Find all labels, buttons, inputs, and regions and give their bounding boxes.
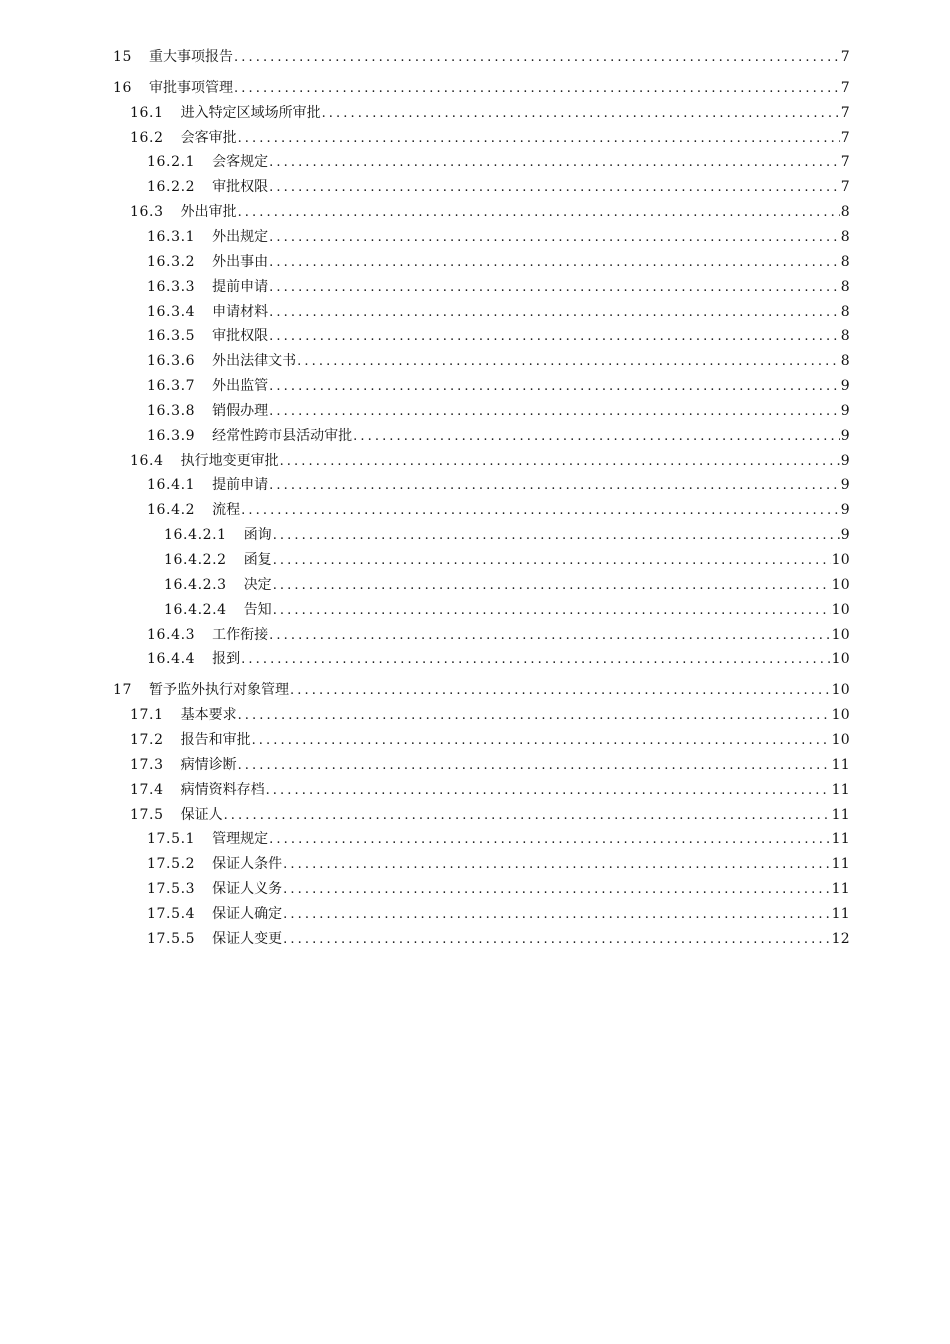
toc-entry-page: 11	[831, 757, 850, 773]
toc-entry-number: 16.4.2	[147, 502, 196, 518]
toc-entry[interactable]	[164, 550, 850, 574]
toc-entry-page: 9	[840, 453, 850, 469]
toc-dot-leader	[241, 650, 830, 670]
toc-entry-title: 基本要求	[180, 707, 237, 723]
toc-entry[interactable]	[130, 730, 850, 754]
toc-entry-page: 7	[840, 80, 850, 96]
toc-dot-leader	[353, 427, 840, 447]
toc-dot-leader	[269, 278, 840, 298]
toc-entry-number: 16.3.7	[147, 378, 196, 394]
toc-entry[interactable]	[147, 401, 850, 425]
toc-entry-page: 10	[831, 602, 850, 618]
toc-entry-title: 外出法律文书	[212, 353, 297, 369]
toc-entry-number: 16.4.2.1	[164, 527, 227, 543]
toc-entry[interactable]	[147, 376, 850, 400]
toc-entry-page: 10	[831, 552, 850, 568]
toc-entry-number: 16.4.2.2	[164, 552, 227, 568]
toc-dot-leader	[238, 756, 831, 776]
toc-entry-page: 12	[831, 931, 850, 947]
toc-dot-leader	[269, 327, 840, 347]
toc-entry-title: 提前申请	[212, 477, 269, 493]
toc-entry-number: 16.4.2.4	[164, 602, 227, 618]
toc-dot-leader	[283, 880, 830, 900]
toc-dot-leader	[269, 830, 830, 850]
toc-entry[interactable]	[147, 351, 850, 375]
toc-entry-number: 16.4.4	[147, 651, 196, 667]
toc-dot-leader	[280, 452, 840, 472]
toc-entry-number: 16	[113, 80, 133, 96]
toc-dot-leader	[273, 601, 831, 621]
toc-entry-title: 保证人义务	[212, 881, 283, 897]
toc-entry-page: 7	[840, 179, 850, 195]
toc-entry[interactable]	[147, 649, 850, 673]
toc-entry[interactable]	[147, 227, 850, 251]
toc-entry[interactable]	[113, 680, 850, 704]
toc-dot-leader	[269, 476, 840, 496]
toc-entry[interactable]	[147, 904, 850, 928]
toc-entry-number: 16.3.8	[147, 403, 196, 419]
toc-entry[interactable]	[130, 780, 850, 804]
toc-dot-leader	[273, 576, 831, 596]
toc-entry[interactable]	[147, 252, 850, 276]
toc-entry-number: 16.4.2.3	[164, 577, 227, 593]
toc-dot-leader	[234, 79, 840, 99]
toc-dot-leader	[283, 905, 830, 925]
toc-entry-title: 保证人	[180, 807, 223, 823]
toc-entry-title: 经常性跨市县活动审批	[212, 428, 353, 444]
toc-entry-number: 17.3	[130, 757, 164, 773]
toc-entry[interactable]	[164, 525, 850, 549]
toc-entry[interactable]	[147, 829, 850, 853]
toc-entry-title: 申请材料	[212, 304, 269, 320]
toc-entry-page: 8	[840, 204, 850, 220]
toc-entry-number: 17.2	[130, 732, 164, 748]
toc-entry-title: 执行地变更审批	[180, 453, 279, 469]
toc-dot-leader	[269, 377, 840, 397]
toc-entry-page: 9	[840, 428, 850, 444]
toc-dot-leader	[238, 203, 840, 223]
toc-entry[interactable]	[130, 705, 850, 729]
toc-entry-number: 17.5.4	[147, 906, 196, 922]
toc-entry-title: 函复	[243, 552, 272, 568]
toc-dot-leader	[269, 253, 840, 273]
toc-entry-page: 7	[840, 105, 850, 121]
toc-entry-title: 外出审批	[180, 204, 237, 220]
toc-entry-page: 10	[831, 682, 850, 698]
toc-entry[interactable]	[130, 128, 850, 152]
toc-entry-title: 保证人条件	[212, 856, 283, 872]
toc-dot-leader	[273, 551, 831, 571]
toc-entry-page: 8	[840, 279, 850, 295]
toc-dot-leader	[269, 303, 840, 323]
toc-dot-leader	[283, 930, 830, 950]
toc-dot-leader	[238, 706, 831, 726]
toc-entry[interactable]	[113, 78, 850, 102]
toc-entry[interactable]	[147, 625, 850, 649]
toc-entry-number: 16.3.5	[147, 328, 196, 344]
toc-dot-leader	[290, 681, 831, 701]
toc-entry-title: 提前申请	[212, 279, 269, 295]
toc-entry-page: 10	[831, 577, 850, 593]
toc-entry-number: 16.3	[130, 204, 164, 220]
toc-entry-page: 10	[831, 732, 850, 748]
toc-entry-page: 9	[840, 477, 850, 493]
toc-entry[interactable]	[113, 47, 850, 71]
toc-entry-title: 管理规定	[212, 831, 269, 847]
toc-entry-title: 流程	[212, 502, 241, 518]
toc-entry-number: 17	[113, 682, 133, 698]
toc-entry-page: 9	[840, 502, 850, 518]
toc-entry-number: 16.3.1	[147, 229, 196, 245]
toc-entry[interactable]	[147, 500, 850, 524]
toc-entry-number: 17.5	[130, 807, 164, 823]
toc-entry[interactable]	[147, 929, 850, 953]
toc-entry-title: 保证人确定	[212, 906, 283, 922]
toc-dot-leader	[269, 228, 840, 248]
toc-entry-title: 进入特定区域场所审批	[180, 105, 321, 121]
toc-entry-title: 告知	[243, 602, 272, 618]
toc-entry-page: 7	[840, 130, 850, 146]
toc-dot-leader	[266, 781, 831, 801]
toc-dot-leader	[252, 731, 831, 751]
toc-entry-title: 外出规定	[212, 229, 269, 245]
toc-entry-title: 暂予监外执行对象管理	[149, 682, 290, 698]
toc-dot-leader	[297, 352, 840, 372]
toc-entry[interactable]	[147, 177, 850, 201]
toc-entry-number: 17.1	[130, 707, 164, 723]
toc-entry-number: 17.5.3	[147, 881, 196, 897]
toc-entry-title: 报告和审批	[180, 732, 251, 748]
toc-entry-title: 审批事项管理	[149, 80, 234, 96]
toc-entry[interactable]	[147, 475, 850, 499]
toc-dot-leader	[224, 806, 831, 826]
toc-entry-title: 决定	[243, 577, 272, 593]
toc-dot-leader	[269, 153, 840, 173]
toc-entry[interactable]	[147, 879, 850, 903]
toc-entry-page: 11	[831, 782, 850, 798]
toc-entry[interactable]	[164, 600, 850, 624]
toc-entry-title: 工作衔接	[212, 627, 269, 643]
toc-entry-page: 11	[831, 856, 850, 872]
toc-dot-leader	[273, 526, 840, 546]
toc-entry-title: 审批权限	[212, 328, 269, 344]
toc-entry-page: 10	[831, 707, 850, 723]
toc-entry-number: 16.3.2	[147, 254, 196, 270]
toc-dot-leader	[283, 855, 830, 875]
toc-entry-page: 8	[840, 229, 850, 245]
toc-entry-page: 8	[840, 353, 850, 369]
toc-entry[interactable]	[147, 326, 850, 350]
toc-entry-title: 函询	[243, 527, 272, 543]
toc-entry-number: 16.1	[130, 105, 164, 121]
toc-entry-number: 17.4	[130, 782, 164, 798]
toc-entry-page: 8	[840, 328, 850, 344]
toc-entry-page: 9	[840, 378, 850, 394]
toc-entry-number: 16.4.3	[147, 627, 196, 643]
toc-entry-number: 17.5.5	[147, 931, 196, 947]
toc-entry[interactable]	[147, 302, 850, 326]
toc-entry-page: 8	[840, 304, 850, 320]
toc-entry-number: 16.4.1	[147, 477, 196, 493]
toc-entry-page: 9	[840, 527, 850, 543]
toc-entry-number: 15	[113, 49, 133, 65]
toc-dot-leader	[269, 402, 840, 422]
toc-entry-page: 10	[831, 627, 850, 643]
toc-entry-number: 16.4	[130, 453, 164, 469]
toc-entry-title: 外出事由	[212, 254, 269, 270]
toc-entry-page: 11	[831, 807, 850, 823]
toc-entry-page: 7	[840, 49, 850, 65]
toc-entry-title: 审批权限	[212, 179, 269, 195]
toc-entry-title: 会客规定	[212, 154, 269, 170]
toc-dot-leader	[241, 501, 840, 521]
toc-dot-leader	[238, 129, 840, 149]
toc-dot-leader	[269, 178, 840, 198]
toc-entry-title: 保证人变更	[212, 931, 283, 947]
toc-entry[interactable]	[147, 277, 850, 301]
toc-entry-page: 9	[840, 403, 850, 419]
toc-entry-number: 16.3.6	[147, 353, 196, 369]
toc-entry[interactable]	[130, 755, 850, 779]
toc-entry-page: 7	[840, 154, 850, 170]
toc-entry-title: 重大事项报告	[149, 49, 234, 65]
toc-entry[interactable]	[130, 202, 850, 226]
toc-dot-leader	[322, 104, 840, 124]
toc-entry-number: 17.5.1	[147, 831, 196, 847]
toc-dot-leader	[269, 626, 830, 646]
toc-entry-page: 11	[831, 831, 850, 847]
toc-entry[interactable]	[130, 805, 850, 829]
toc-entry[interactable]	[147, 854, 850, 878]
toc-dot-leader	[234, 48, 840, 68]
toc-entry-page: 11	[831, 906, 850, 922]
toc-entry-title: 销假办理	[212, 403, 269, 419]
toc-entry-number: 16.3.4	[147, 304, 196, 320]
toc-entry-number: 16.2.1	[147, 154, 196, 170]
toc-entry-number: 16.2	[130, 130, 164, 146]
toc-entry-number: 16.2.2	[147, 179, 196, 195]
toc-entry-page: 8	[840, 254, 850, 270]
toc-entry-page: 11	[831, 881, 850, 897]
toc-entry-number: 16.3.3	[147, 279, 196, 295]
toc-entry[interactable]	[147, 152, 850, 176]
toc-entry-title: 会客审批	[180, 130, 237, 146]
toc-entry-title: 病情诊断	[180, 757, 237, 773]
toc-entry-title: 外出监管	[212, 378, 269, 394]
toc-entry[interactable]	[130, 451, 850, 475]
toc-entry-number: 16.3.9	[147, 428, 196, 444]
toc-entry[interactable]	[164, 575, 850, 599]
toc-entry[interactable]	[147, 426, 850, 450]
toc-entry-number: 17.5.2	[147, 856, 196, 872]
toc-entry-title: 病情资料存档	[180, 782, 265, 798]
toc-entry-page: 10	[831, 651, 850, 667]
toc-entry[interactable]	[130, 103, 850, 127]
toc-entry-title: 报到	[212, 651, 241, 667]
